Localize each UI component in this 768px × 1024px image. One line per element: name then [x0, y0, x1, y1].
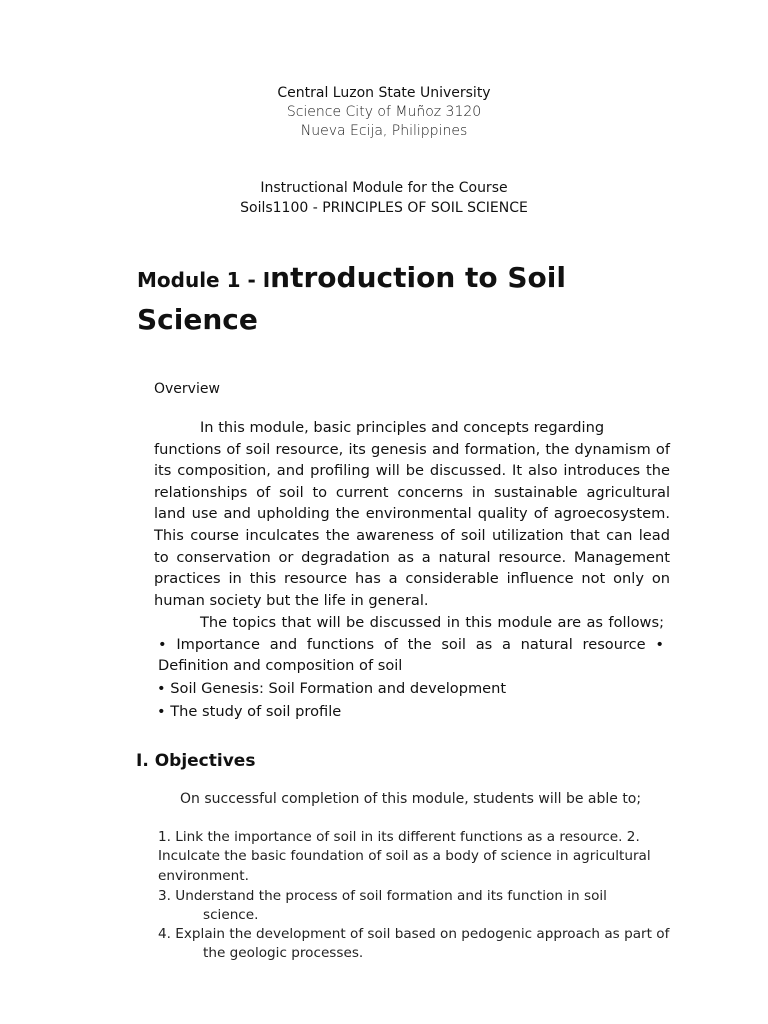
topic-bullet-soil-profile: • The study of soil profile	[157, 703, 342, 720]
module-title	[137, 258, 657, 340]
overview-paragraph-2: The topics that will be discussed in this module are as follows; • Importance and functions of the soil as a natural resource • Definition and composition of soil	[158, 614, 664, 675]
overview-heading: Overview	[154, 381, 220, 397]
module-title-text: ntroduction to Soil Science	[137, 261, 566, 336]
overview-paragraph-1	[154, 417, 670, 611]
objective-item-4	[158, 925, 678, 964]
objectives-heading: I. Objectives	[136, 751, 256, 771]
course-code: Soils1100 - PRINCIPLES OF SOIL SCIENCE	[240, 200, 528, 216]
course-subtitle: Instructional Module for the Course	[260, 180, 508, 196]
university-city: Science City of Muñoz 3120	[286, 104, 482, 120]
overview-paragraph-1-first-line: In this module, basic principles and concepts regarding	[200, 419, 605, 436]
objective-item-3-line-1: 3. Understand the process of soil formation and its function in soil	[158, 888, 607, 904]
overview-paragraph-1-body: functions of soil resource, its genesis and formation, the dynamism of its composition, and profiling will be discussed. It also introduces the relationships of soil to current concerns in sustainable agricultural land use and upholding the environmental quality of agroecosystem. This course inculcates the awareness of soil utilization that can lead to conservation or degradation as a natural resource. Management practices in this resource has a considerable influence not only on human society but the life in general.	[154, 440, 670, 609]
objective-item-3-line-2: science.	[203, 907, 259, 924]
objective-item-4-line-1: 4. Explain the development of soil based on pedogenic approach as part of	[158, 926, 670, 942]
university-province: Nueva Ecija, Philippines	[300, 123, 468, 139]
objectives-intro: On successful completion of this module, students will be able to;	[180, 791, 642, 807]
objective-item-3	[158, 887, 678, 926]
objective-item-4-line-2: the geologic processes.	[203, 945, 364, 962]
module-title-prefix: Module 1 - I	[137, 268, 271, 292]
objective-items-1-2: 1. Link the importance of soil in its different functions as a resource. 2. Inculcate the basic foundation of soil as a body of science in agricultural environment.	[158, 829, 651, 884]
topic-bullet-soil-genesis: • Soil Genesis: Soil Formation and development	[157, 680, 507, 697]
university-name: Central Luzon State University	[277, 85, 491, 101]
